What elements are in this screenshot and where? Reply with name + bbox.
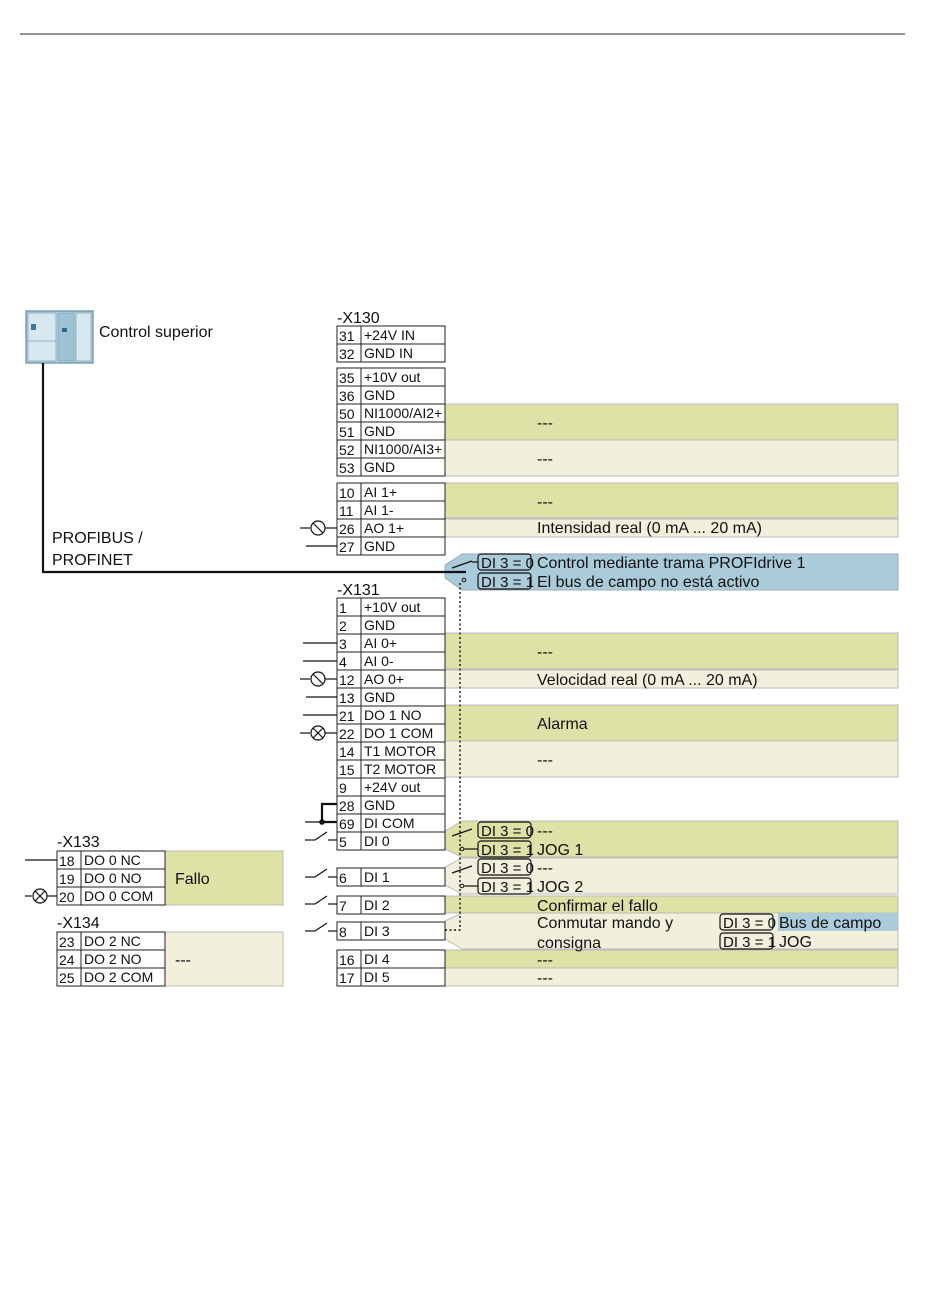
- di0-tag-b: DI 3 = 1: [481, 842, 534, 859]
- terminal-name: DO 1 COM: [364, 725, 434, 741]
- terminal-number: 36: [339, 388, 355, 404]
- terminal-name: GND: [364, 423, 396, 439]
- terminal-number: 27: [339, 539, 355, 555]
- terminal-number: 50: [339, 406, 355, 422]
- bus-text-0: Control mediante trama PROFIdrive 1: [537, 555, 806, 572]
- terminal-row: [337, 922, 445, 940]
- terminal-number: 69: [339, 816, 355, 832]
- bar-motor: [445, 741, 898, 777]
- terminal-name: +24V out: [364, 779, 421, 795]
- bar-ai2: [445, 404, 898, 440]
- switch-contact: [315, 923, 327, 931]
- terminal-name: DI 0: [364, 833, 390, 849]
- terminal-name: DI 2: [364, 897, 390, 913]
- terminal-number: 32: [339, 346, 355, 362]
- switch-contact: [315, 869, 327, 877]
- switch-contact: [315, 832, 327, 840]
- terminal-name: GND IN: [364, 345, 413, 361]
- func-di5: ---: [537, 970, 553, 987]
- terminal-name: DI 1: [364, 869, 390, 885]
- terminal-number: 16: [339, 952, 355, 968]
- terminal-name: GND: [364, 797, 396, 813]
- terminal-name: DO 2 NC: [84, 933, 141, 949]
- x133-title: -X133: [57, 834, 100, 851]
- bar-ai3: [445, 440, 898, 476]
- terminal-name: T1 MOTOR: [364, 743, 437, 759]
- func-di3-line1: Conmutar mando y: [537, 915, 674, 932]
- di3-tag-1: DI 3 = 1: [723, 934, 776, 951]
- terminal-name: GND: [364, 459, 396, 475]
- di1-tag-b: DI 3 = 1: [481, 879, 534, 896]
- terminal-name: GND: [364, 617, 396, 633]
- terminal-number: 12: [339, 672, 355, 688]
- terminal-name: GND: [364, 689, 396, 705]
- di0-func-b: JOG 1: [537, 842, 584, 859]
- terminal-number: 23: [59, 934, 75, 950]
- terminal-name: +10V out: [364, 599, 421, 615]
- terminal-strip-x133: [57, 851, 165, 905]
- func-fallo: Fallo: [175, 871, 210, 888]
- terminal-number: 26: [339, 521, 355, 537]
- bus-tag-0: DI 3 = 0: [481, 555, 534, 572]
- terminal-number: 4: [339, 654, 347, 670]
- terminal-number: 6: [339, 870, 347, 886]
- terminal-name: DI 4: [364, 951, 390, 967]
- meter-needle: [313, 523, 323, 533]
- terminal-number: 8: [339, 924, 347, 940]
- bus-label-2: PROFINET: [52, 552, 133, 569]
- terminal-name: +10V out: [364, 369, 421, 385]
- di3-val-0: Bus de campo: [779, 915, 882, 932]
- terminal-number: 24: [59, 952, 75, 968]
- terminal-number: 9: [339, 780, 347, 796]
- terminal-number: 2: [339, 618, 347, 634]
- terminal-name: NI1000/AI2+: [364, 405, 443, 421]
- bar-di5: [445, 968, 898, 986]
- terminal-number: 13: [339, 690, 355, 706]
- di1-func-b: JOG 2: [537, 879, 584, 896]
- func-ai0: ---: [537, 644, 553, 661]
- terminal-number: 22: [339, 726, 355, 742]
- di3-val-1: JOG: [779, 934, 812, 951]
- terminal-number: 3: [339, 636, 347, 652]
- terminal-number: 17: [339, 970, 355, 986]
- terminal-name: DO 2 NO: [84, 951, 142, 967]
- terminal-name: +24V IN: [364, 327, 415, 343]
- terminal-name: DO 2 COM: [84, 969, 154, 985]
- bus-text-1: El bus de campo no está activo: [537, 574, 760, 591]
- terminal-number: 19: [59, 871, 75, 887]
- terminal-name: DO 0 NC: [84, 852, 141, 868]
- terminal-number: 18: [59, 853, 75, 869]
- switch-contact: [315, 896, 327, 904]
- bus-label-1: PROFIBUS /: [52, 530, 143, 547]
- di0-tag-a: DI 3 = 0: [481, 823, 534, 840]
- func-di3-line2: consigna: [537, 935, 602, 952]
- terminal-number: 20: [59, 889, 75, 905]
- func-ai2: ---: [537, 415, 553, 432]
- func-ai1: ---: [537, 494, 553, 511]
- controller-label: Control superior: [99, 324, 213, 341]
- terminal-name: AI 0+: [364, 635, 398, 651]
- terminal-strip-x130: [337, 326, 445, 555]
- bar-do1: [445, 705, 898, 741]
- func-di4: ---: [537, 952, 553, 969]
- terminal-number: 25: [59, 970, 75, 986]
- terminal-number: 52: [339, 442, 355, 458]
- di1-func-a: ---: [537, 860, 553, 877]
- terminal-number: 28: [339, 798, 355, 814]
- bar-ai1: [445, 483, 898, 518]
- meter-needle: [313, 674, 323, 684]
- terminal-number: 1: [339, 600, 347, 616]
- func-di2: Confirmar el fallo: [537, 898, 658, 915]
- terminal-name: GND: [364, 538, 396, 554]
- plc-icon: [26, 311, 93, 363]
- terminal-number: 51: [339, 424, 355, 440]
- func-do2: ---: [175, 952, 191, 969]
- terminal-strip-x131: [337, 598, 445, 986]
- terminal-name: AI 1+: [364, 484, 398, 500]
- bar-ai0: [445, 633, 898, 669]
- x134-title: -X134: [57, 915, 100, 932]
- terminal-name: T2 MOTOR: [364, 761, 437, 777]
- terminal-name: DO 1 NO: [364, 707, 422, 723]
- terminal-name: DO 0 COM: [84, 888, 154, 904]
- terminal-name: DI COM: [364, 815, 415, 831]
- terminal-name: AI 0-: [364, 653, 394, 669]
- terminal-number: 7: [339, 898, 347, 914]
- terminal-name: GND: [364, 387, 396, 403]
- terminal-number: 11: [339, 503, 354, 519]
- bar-di2: [445, 896, 898, 913]
- terminal-number: 10: [339, 485, 355, 501]
- terminal-name: DI 5: [364, 969, 390, 985]
- terminal-row: [337, 896, 445, 914]
- di3-tag-0: DI 3 = 0: [723, 915, 776, 932]
- terminal-strip-x134: [57, 932, 165, 986]
- di1-tag-a: DI 3 = 0: [481, 860, 534, 877]
- func-motor: ---: [537, 752, 553, 769]
- terminal-name: DI 3: [364, 923, 390, 939]
- bar-di4: [445, 950, 898, 968]
- terminal-number: 21: [339, 708, 355, 724]
- bus-tag-1: DI 3 = 1: [481, 574, 534, 591]
- terminal-name: DO 0 NO: [84, 870, 142, 886]
- terminal-name: AI 1-: [364, 502, 394, 518]
- terminal-number: 35: [339, 370, 355, 386]
- func-ao0: Velocidad real (0 mA ... 20 mA): [537, 672, 758, 689]
- func-ai3: ---: [537, 451, 553, 468]
- terminal-number: 15: [339, 762, 355, 778]
- terminal-number: 31: [339, 328, 355, 344]
- terminal-row: [337, 868, 445, 886]
- jumper-wire: [322, 804, 337, 822]
- terminal-row: [337, 832, 445, 850]
- di0-func-a: ---: [537, 823, 553, 840]
- func-ao1: Intensidad real (0 mA ... 20 mA): [537, 520, 762, 537]
- x130-title: -X130: [337, 310, 380, 327]
- terminal-number: 53: [339, 460, 355, 476]
- terminal-number: 5: [339, 834, 347, 850]
- terminal-name: AO 0+: [364, 671, 405, 687]
- terminal-name: AO 1+: [364, 520, 405, 536]
- terminal-name: NI1000/AI3+: [364, 441, 443, 457]
- terminal-number: 14: [339, 744, 355, 760]
- x131-title: -X131: [337, 582, 380, 599]
- func-do1: Alarma: [537, 716, 588, 733]
